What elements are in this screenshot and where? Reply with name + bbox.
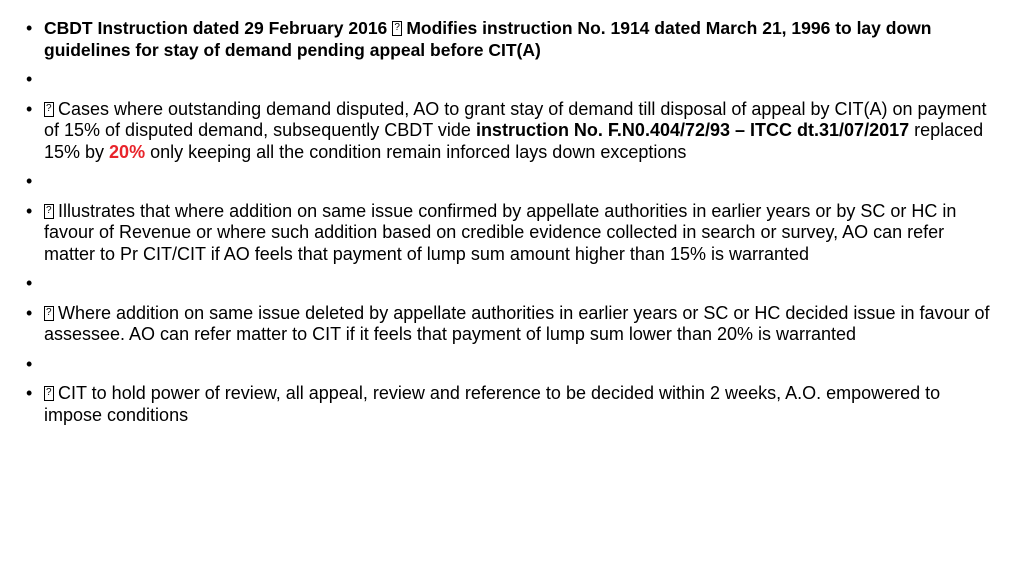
bullet-dot: • — [26, 98, 33, 119]
bullet-cit-power — [24, 383, 996, 426]
bullet-heading — [24, 18, 996, 61]
bullet-dot: • — [26, 200, 33, 221]
bullet-empty — [24, 273, 996, 295]
bullet-dot: • — [26, 302, 33, 323]
heading-part1: CBDT Instruction dated 29 February 2016 — [44, 18, 388, 38]
missing-glyph-icon — [392, 21, 402, 36]
missing-glyph-icon — [44, 306, 54, 321]
missing-glyph-icon — [44, 204, 54, 219]
bullet-text: replaced 15% by — [44, 120, 984, 162]
bullet-dot: • — [26, 353, 33, 374]
bullet-list — [24, 18, 996, 434]
missing-glyph-icon — [44, 102, 54, 117]
bullet-dot: • — [26, 383, 33, 403]
bullet-text: Where addition on same issue deleted by appellate authorities in earlier years or SC or HC decided issue in favour of assessee. AO can refer matter to CIT if it feels that payment of lump sum lower than 20% is warranted — [44, 302, 990, 344]
heading-part2: Modifies instruction No. 1914 dated March 21, 1996 to lay down guidelines for stay of demand pending appeal before CIT(A) — [44, 18, 932, 60]
bullet-addition-deleted — [24, 303, 996, 346]
missing-glyph-icon — [44, 386, 54, 401]
bullet-text: CIT to hold power of review, all appeal, review and reference to be decided within 2 weeks, A.O. empowered to impose conditions — [44, 383, 941, 425]
instruction-reference: instruction No. F.N0.404/72/93 – ITCC dt.31/07/2017 — [475, 120, 910, 140]
bullet-dot: • — [26, 171, 33, 191]
bullet-empty — [24, 171, 996, 193]
bullet-dot: • — [26, 18, 33, 38]
bullet-dot: • — [26, 273, 33, 293]
bullet-text: only keeping all the condition remain inforced lays down exceptions — [145, 141, 687, 162]
bullet-dot: • — [26, 69, 33, 89]
bullet-stay-of-demand — [24, 99, 996, 164]
bullet-illustrates — [24, 201, 996, 266]
bullet-empty — [24, 354, 996, 376]
highlight-percentage: 20% — [109, 141, 146, 162]
bullet-text: Illustrates that where addition on same issue confirmed by appellate authorities in earlier years or by SC or HC in favour of Revenue or where such addition based on credible evidence collected in search or survey, AO can refer matter to Pr CIT/CIT if AO feels that payment of lump sum amount higher than 15% is warranted — [44, 200, 957, 264]
bullet-text: Cases where outstanding demand disputed, AO to grant stay of demand till disposal of appeal by CIT(A) on payment of 15% of disputed demand, subsequently CBDT vide — [44, 98, 987, 140]
bullet-empty — [24, 69, 996, 91]
